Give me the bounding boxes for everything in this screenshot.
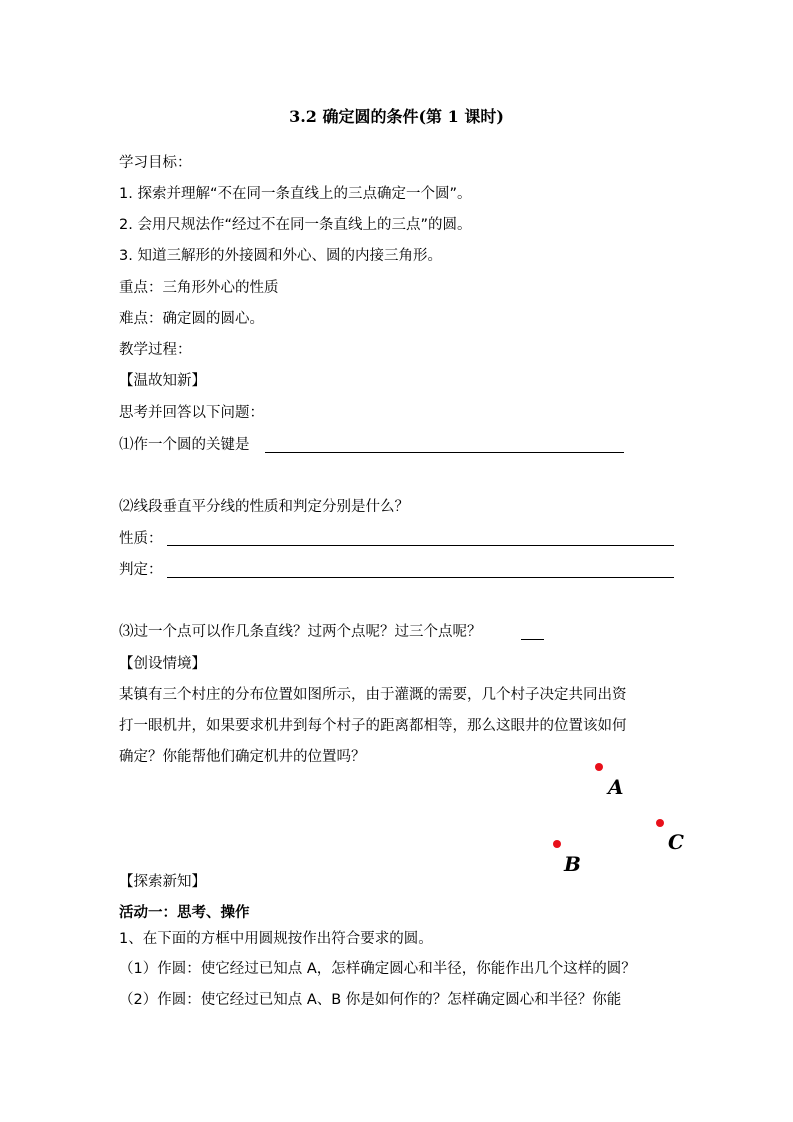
- review-heading: 【温故知新】: [119, 373, 206, 389]
- point-b-label: B: [564, 852, 581, 876]
- question-2: ⑵线段垂直平分线的性质和判定分别是什么？: [119, 499, 409, 515]
- process-heading: 教学过程：: [119, 342, 192, 358]
- subtask-1: （1）作圆：使它经过已知点 A，怎样确定圆心和半径，你能作出几个这样的圆？: [119, 961, 636, 977]
- scenario-heading: 【创设情境】: [119, 656, 206, 672]
- scenario-line-2: 打一眼机井，如果要求机井到每个村子的距离都相等，那么这眼井的位置该如何: [119, 718, 627, 734]
- point-b-dot: [553, 840, 561, 848]
- criterion-label: 判定：: [119, 562, 163, 578]
- objective-item-3: 3. 知道三解形的外接圆和外心、圆的内接三角形。: [119, 248, 442, 264]
- answer-line-q3: [521, 639, 544, 640]
- point-c-label: C: [668, 830, 684, 854]
- difficulty-point: 难点：确定圆的圆心。: [119, 311, 264, 327]
- objective-item-1: 1. 探索并理解“不在同一条直线上的三点确定一个圆”。: [119, 186, 472, 202]
- subtask-2: （2）作圆：使它经过已知点 A、B 你是如何作的？怎样确定圆心和半径？你能: [119, 992, 622, 1008]
- review-prompt: 思考并回答以下问题：: [119, 405, 264, 421]
- answer-line-property: [167, 545, 674, 546]
- scenario-line-3: 确定？你能帮他们确定机井的位置吗？: [119, 749, 366, 765]
- point-c-dot: [656, 819, 664, 827]
- objectives-heading: 学习目标：: [119, 155, 192, 171]
- activity-title: 活动一：思考、操作: [119, 905, 250, 921]
- property-label: 性质：: [119, 531, 163, 547]
- point-a-label: A: [608, 775, 624, 799]
- page-title: 3.2 确定圆的条件(第 1 课时): [289, 107, 504, 126]
- question-1: ⑴作一个圆的关键是: [119, 437, 250, 453]
- point-a-dot: [595, 763, 603, 771]
- villages-diagram: [540, 755, 700, 880]
- explore-heading: 【探索新知】: [119, 874, 206, 890]
- key-point: 重点：三角形外心的性质: [119, 280, 279, 296]
- answer-line-q1: [265, 452, 624, 453]
- scenario-line-1: 某镇有三个村庄的分布位置如图所示，由于灌溉的需要，几个村子决定共同出资: [119, 687, 627, 703]
- question-3: ⑶过一个点可以作几条直线？过两个点呢？过三个点呢？: [119, 624, 482, 640]
- answer-line-criterion: [167, 577, 674, 578]
- objective-item-2: 2. 会用尺规法作“经过不在同一条直线上的三点”的圆。: [119, 217, 472, 233]
- task-instruction: 1、在下面的方框中用圆规按作出符合要求的圆。: [119, 931, 433, 947]
